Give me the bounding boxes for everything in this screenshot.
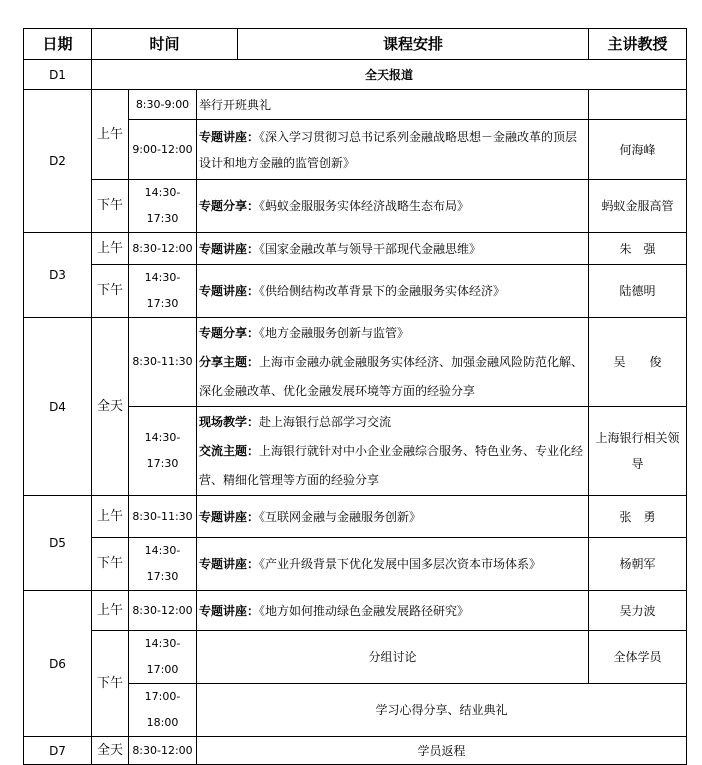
day-cell: D6 — [24, 591, 92, 737]
period-cell: 下午 — [92, 180, 129, 233]
course-cell: 学习心得分享、结业典礼 — [197, 684, 687, 737]
table-row — [24, 737, 687, 765]
period-cell: 上午 — [92, 90, 129, 180]
lecturer-cell: 蚂蚁金服高管 — [589, 180, 687, 233]
topic-text: 赴上海银行总部学习交流 — [259, 414, 392, 429]
topic-label: 专题讲座： — [199, 129, 260, 144]
time-cell: 14:30-17:30 — [129, 265, 197, 318]
topic-text: 《地方如何推动绿色金融发展路径研究》 — [259, 603, 470, 618]
table-row — [24, 90, 687, 120]
table-row — [24, 318, 687, 407]
topic-text: 《互联网金融与金融服务创新》 — [259, 509, 422, 524]
lecturer-cell: 上海银行相关领导 — [589, 407, 687, 496]
topic-text: 《国家金融改革与领导干部现代金融思维》 — [259, 241, 482, 256]
day-cell: D1 — [24, 60, 92, 90]
topic-label: 专题分享： — [199, 325, 260, 340]
day-cell: D2 — [24, 90, 92, 233]
topic-line — [199, 408, 586, 437]
table-row — [24, 631, 687, 684]
table-row — [24, 591, 687, 631]
course-cell: 举行开班典礼 — [197, 90, 589, 120]
theme-label: 交流主题： — [199, 443, 260, 458]
topic-label: 专题讲座： — [199, 284, 260, 298]
lecturer-cell: 张 勇 — [589, 496, 687, 538]
time-cell: 8:30-12:00 — [129, 591, 197, 631]
topic-label: 专题讲座： — [199, 557, 260, 571]
topic-label: 专题讲座： — [199, 509, 260, 524]
table-row — [24, 180, 687, 233]
period-cell: 上午 — [92, 496, 129, 538]
header-row — [24, 29, 687, 60]
theme-text: 上海市金融办就金融服务实体经济、加强金融风险防范化解、深化金融改革、优化金融发展环境等方面的经验分享 — [199, 354, 584, 398]
course-cell — [197, 265, 589, 318]
topic-line — [199, 319, 586, 348]
day-cell: D3 — [24, 233, 92, 318]
course-cell — [197, 120, 589, 180]
day-cell: D7 — [24, 737, 92, 765]
period-cell: 上午 — [92, 233, 129, 265]
topic-text: 《供给侧结构改革背景下的金融服务实体经济》 — [259, 284, 506, 298]
period-cell: 全天 — [92, 737, 129, 765]
lecturer-cell: 陆德明 — [589, 265, 687, 318]
header-course: 课程安排 — [238, 29, 589, 60]
course-cell — [197, 180, 589, 233]
header-lecturer: 主讲教授 — [589, 29, 687, 60]
day-cell: D4 — [24, 318, 92, 496]
time-cell: 8:30-11:30 — [129, 318, 197, 407]
topic-text: 《蚂蚁金服服务实体经济战略生态布局》 — [259, 199, 470, 213]
theme-line — [199, 348, 586, 406]
day-cell: D5 — [24, 496, 92, 591]
period-cell: 全天 — [92, 318, 129, 496]
time-cell: 8:30-11:30 — [129, 496, 197, 538]
lecturer-cell: 吴 俊 — [589, 318, 687, 407]
table-row — [24, 233, 687, 265]
course-cell — [197, 233, 589, 265]
course-cell — [197, 407, 589, 496]
topic-label: 专题讲座： — [199, 603, 260, 618]
theme-text: 上海银行就针对中小企业金融综合服务、特色业务、专业化经营、精细化管理等方面的经验分享 — [199, 443, 584, 487]
period-cell: 下午 — [92, 631, 129, 737]
theme-label: 分享主题： — [199, 354, 260, 369]
lecturer-cell: 吴力波 — [589, 591, 687, 631]
topic-label: 专题分享： — [199, 199, 260, 213]
period-cell: 上午 — [92, 591, 129, 631]
lecturer-cell: 全体学员 — [589, 631, 687, 684]
time-cell: 14:30-17:30 — [129, 180, 197, 233]
table-row — [24, 496, 687, 538]
time-cell: 14:30-17:30 — [129, 407, 197, 496]
time-cell: 14:30-17:30 — [129, 538, 197, 591]
table-row — [24, 538, 687, 591]
time-cell: 9:00-12:00 — [129, 120, 197, 180]
theme-line — [199, 437, 586, 495]
schedule-table — [23, 28, 687, 765]
header-date: 日期 — [24, 29, 92, 60]
table-row — [24, 265, 687, 318]
time-cell: 14:30-17:00 — [129, 631, 197, 684]
lecturer-cell: 何海峰 — [589, 120, 687, 180]
lecturer-cell — [589, 90, 687, 120]
period-cell: 下午 — [92, 265, 129, 318]
time-cell: 8:30-12:00 — [129, 737, 197, 765]
topic-text: 《地方金融服务创新与监管》 — [259, 325, 410, 340]
header-time: 时间 — [92, 29, 238, 60]
period-cell: 下午 — [92, 538, 129, 591]
topic-label: 专题讲座： — [199, 241, 260, 256]
course-cell: 学员返程 — [197, 737, 687, 765]
topic-text: 《深入学习贯彻习总书记系列金融战略思想－金融改革的顶层设计和地方金融的监管创新》 — [199, 129, 578, 170]
time-cell: 8:30-12:00 — [129, 233, 197, 265]
course-cell — [197, 591, 589, 631]
table-row — [24, 60, 687, 90]
lecturer-cell: 朱 强 — [589, 233, 687, 265]
course-cell: 分组讨论 — [197, 631, 589, 684]
time-cell: 8:30-9:00 — [129, 90, 197, 120]
lecturer-cell: 杨朝军 — [589, 538, 687, 591]
time-cell: 17:00-18:00 — [129, 684, 197, 737]
topic-text: 《产业升级背景下优化发展中国多层次资本市场体系》 — [259, 557, 542, 571]
topic-label: 现场教学： — [199, 414, 260, 429]
course-cell — [197, 496, 589, 538]
course-cell — [197, 538, 589, 591]
course-cell: 全天报道 — [92, 60, 687, 90]
course-cell — [197, 318, 589, 407]
